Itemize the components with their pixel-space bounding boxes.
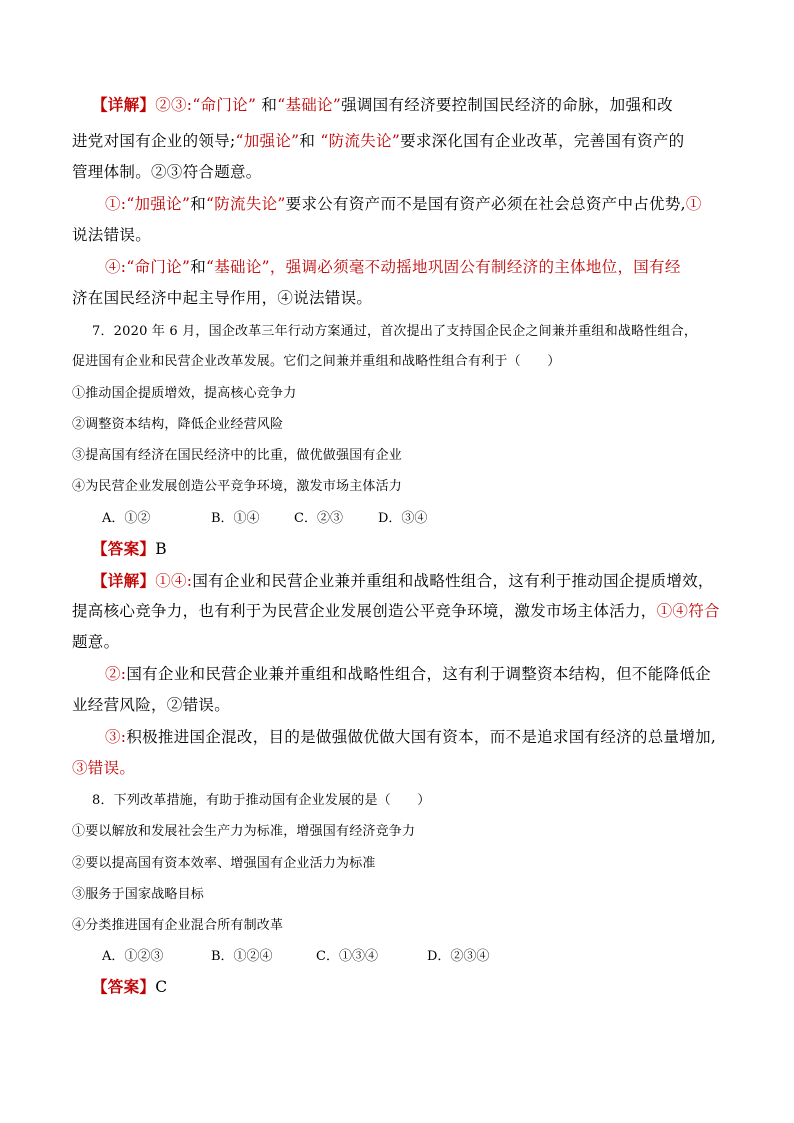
choice-c: C．①③④ [316,949,378,964]
explanation-q6-item-1-line-2: 说法错误。 [72,226,152,244]
answer-q8: 【答案】C [92,977,168,996]
explanation-q7-item-2-line-1: ②:国有企业和民营企业兼并重组和战略性组合，这有利于调整资本结构，但不能降低企 [105,665,711,683]
explanation-q7-item-3-line-1: ③:积极推进国企混改，目的是做强做优做大国有资本，而不是追求国有经济的总量增加, [105,728,717,746]
explanation-q7-line-2: 提高核心竞争力，也有利于为民营企业发展创造公平竞争环境，激发市场主体活力，①④符合 [72,602,720,620]
question-7-option-2: ②调整资本结构，降低企业经营风险 [72,417,284,432]
explanation-q6-item-4-line-1: ④:“命门论”和“基础论”，强调必须毫不动摇地巩固公有制经济的主体地位，国有经 [105,258,681,276]
choice-d: D．③④ [378,511,428,526]
question-8-option-4: ④分类推进国有企业混合所有制改革 [72,918,284,933]
choice-d: D．②③④ [427,949,490,964]
explanation-q6-line-1: 【详解】②③:“命门论” 和“基础论”强调国有经济要控制国民经济的命脉，加强和改 [92,95,673,114]
answer-q7: 【答案】B [92,539,167,558]
explanation-q7-item-3-line-2: ③错误。 [72,759,136,777]
choice-a: A．①②③ [102,949,164,964]
explanation-label: 【详解】 [92,95,156,114]
explanation-q6-item-1-line-1: ①:“加强论”和“防流失论”要求公有资产而不是国有资产必须在社会总资产中占优势,① [105,195,702,213]
explanation-q6-line-2: 进党对国有企业的领导;“加强论”和 “防流失论”要求深化国有企业改革，完善国有资产的 [72,132,685,150]
choice-b: B．①④ [211,511,260,526]
choice-a: A．①② [102,511,151,526]
question-8-option-3: ③服务于国家战略目标 [72,887,205,902]
question-8-option-1: ①要以解放和发展社会生产力为标准，增强国有经济竞争力 [72,824,416,839]
question-7-option-1: ①推动国企提质增效，提高核心竞争力 [72,386,297,401]
explanation-q7-line-3: 题意。 [72,633,120,651]
explanation-q7-line-1: 【详解】①④:国有企业和民营企业兼并重组和战略性组合，这有利于推动国企提质增效， [92,571,714,590]
question-8-option-2: ②要以提高国有资本效率、增强国有企业活力为标准 [72,856,376,871]
explanation-q6-item-4-line-2: 济在国民经济中起主导作用，④说法错误。 [72,289,373,307]
question-7-line-2: 促进国有企业和民营企业改革发展。它们之间兼并重组和战略性组合有利于（ ） [72,354,561,369]
choice-c: C．②③ [294,511,343,526]
answer-value: C [155,978,168,996]
question-7-option-3: ③提高国有经济在国民经济中的比重，做优做强国有企业 [72,448,403,463]
answer-value: B [155,540,167,558]
question-7-option-4: ④为民营企业发展创造公平竞争环境，激发市场主体活力 [72,479,403,494]
question-8-line-1: 8．下列改革措施，有助于推动国有企业发展的是（ ） [92,793,431,808]
explanation-q6-line-3: 管理体制。②③符合题意。 [72,163,262,181]
question-7-line-1: 7．2020 年 6 月，国企改革三年行动方案通过，首次提出了支持国企民企之间兼并重组和战略性组合， [92,324,698,339]
choice-b: B．①②④ [211,949,273,964]
explanation-q7-item-2-line-2: 业经营风险，②错误。 [72,696,231,714]
